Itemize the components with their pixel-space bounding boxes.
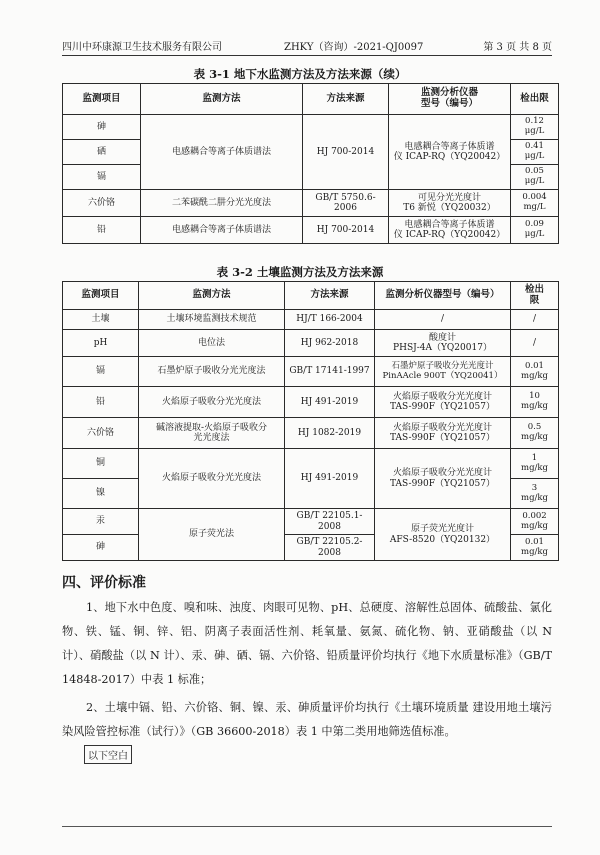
instrument-cell: 可见分光光度计 T6 新悦（YQ20032） xyxy=(389,190,511,217)
table2-caption: 表 3-2 土壤监测方法及方法来源 xyxy=(216,265,384,279)
limit-cell: 0.002 mg/kg xyxy=(511,509,559,535)
source-cell: HJ 1082-2019 xyxy=(285,418,375,449)
item-cell: 铅 xyxy=(63,387,139,418)
instrument-cell: 电感耦合等离子体质谱 仪 ICAP-RQ（YQ20042） xyxy=(389,217,511,244)
table-header-row xyxy=(63,84,559,115)
col-header: 监测项目 xyxy=(63,282,139,310)
company-name: 四川中环康源卫生技术服务有限公司 xyxy=(62,42,222,53)
limit-cell: 0.41 μg/L xyxy=(511,140,559,165)
method-cell: 电位法 xyxy=(139,330,285,357)
method-cell: 火焰原子吸收分光光度法 xyxy=(139,449,285,509)
instrument-cell: 火焰原子吸收分光光度计 TAS-990F（YQ21057） xyxy=(375,387,511,418)
page-header xyxy=(62,38,552,54)
footer-divider xyxy=(62,826,552,827)
limit-cell: 0.004 mg/L xyxy=(511,190,559,217)
table-header-row xyxy=(63,282,559,310)
col-header: 方法来源 xyxy=(285,282,375,310)
item-cell: 砷 xyxy=(63,535,139,561)
source-cell: HJ 962-2018 xyxy=(285,330,375,357)
source-cell: GB/T 5750.6-2006 xyxy=(303,190,389,217)
limit-cell: 0.01 mg/kg xyxy=(511,357,559,387)
method-cell: 火焰原子吸收分光光度法 xyxy=(139,387,285,418)
limit-cell: / xyxy=(511,310,559,330)
limit-cell: 0.12 μg/L xyxy=(511,115,559,140)
table-row xyxy=(63,418,559,449)
source-cell: HJ 491-2019 xyxy=(285,387,375,418)
limit-cell: 3 mg/kg xyxy=(511,479,559,509)
limit-cell: 0.09 μg/L xyxy=(511,217,559,244)
item-cell: 镉 xyxy=(63,165,141,190)
item-cell: 铜 xyxy=(63,449,139,479)
instrument-cell: 火焰原子吸收分光光度计 TAS-990F（YQ21057） xyxy=(375,418,511,449)
instrument-cell: 酸度计 PHSJ-4A（YQ20017） xyxy=(375,330,511,357)
limit-cell: / xyxy=(511,330,559,357)
table-row xyxy=(63,509,559,535)
limit-cell: 0.01 mg/kg xyxy=(511,535,559,561)
instrument-cell: 石墨炉原子吸收分光光度计 PinAAcle 900T（YQ20041） xyxy=(375,357,511,387)
item-cell: 铅 xyxy=(63,217,141,244)
instrument-cell: 电感耦合等离子体质谱 仪 ICAP-RQ（YQ20042） xyxy=(389,115,511,190)
instrument-cell: 火焰原子吸收分光光度计 TAS-990F（YQ21057） xyxy=(375,449,511,509)
item-cell: 硒 xyxy=(63,140,141,165)
source-cell: HJ 700-2014 xyxy=(303,217,389,244)
limit-cell: 0.05 μg/L xyxy=(511,165,559,190)
method-cell: 电感耦合等离子体质谱法 xyxy=(141,115,303,190)
soil-method-table xyxy=(62,281,559,561)
col-header: 监测方法 xyxy=(141,84,303,115)
table-row xyxy=(63,115,559,140)
table-row xyxy=(63,190,559,217)
col-header: 监测方法 xyxy=(139,282,285,310)
section-heading: 四、评价标准 xyxy=(62,575,146,591)
limit-cell: 0.5 mg/kg xyxy=(511,418,559,449)
source-cell: HJ/T 166-2004 xyxy=(285,310,375,330)
end-note-box: 以下空白 xyxy=(84,745,132,764)
source-cell: GB/T 17141-1997 xyxy=(285,357,375,387)
source-cell: HJ 491-2019 xyxy=(285,449,375,509)
col-header: 监测分析仪器型号（编号） xyxy=(375,282,511,310)
paragraph-groundwater-standard: 1、地下水中色度、嗅和味、浊度、肉眼可见物、pH、总硬度、溶解性总固体、硫酸盐、氯化物、铁、锰、铜、锌、铝、阴离子表面活性剂、耗氧量、氨氮、硫化物、钠、亚硝酸盐（以 N 计）、硝酸盐（以 N 计）、汞、砷、硒、镉、六价铬、铅质量评价均执行《地下水质量标准》（GB/T 14848-2017）中表 1 标准； xyxy=(62,601,552,686)
limit-cell: 10 mg/kg xyxy=(511,387,559,418)
source-cell: GB/T 22105.1-2008 xyxy=(285,509,375,535)
col-header: 检出限 xyxy=(511,84,559,115)
table1-caption: 表 3-1 地下水监测方法及方法来源（续） xyxy=(193,67,407,81)
table-row xyxy=(63,310,559,330)
instrument-cell: 原子荧光光度计 AFS-8520（YQ20132） xyxy=(375,509,511,561)
item-cell: 土壤 xyxy=(63,310,139,330)
table-row xyxy=(63,357,559,387)
document-code: ZHKY（咨询）-2021-QJ0097 xyxy=(284,42,424,53)
table-row xyxy=(63,330,559,357)
method-cell: 土壤环境监测技术规范 xyxy=(139,310,285,330)
table-row xyxy=(63,217,559,244)
instrument-cell: / xyxy=(375,310,511,330)
col-header: 方法来源 xyxy=(303,84,389,115)
table-row xyxy=(63,449,559,479)
col-header: 检出 限 xyxy=(511,282,559,310)
method-cell: 碱溶液提取-火焰原子吸收分 光光度法 xyxy=(139,418,285,449)
item-cell: 六价铬 xyxy=(63,418,139,449)
page-number: 第 3 页 共 8 页 xyxy=(483,42,552,53)
table-row xyxy=(63,387,559,418)
groundwater-method-table xyxy=(62,83,559,244)
item-cell: 六价铬 xyxy=(63,190,141,217)
col-header: 监测分析仪器 型号（编号） xyxy=(389,84,511,115)
limit-cell: 1 mg/kg xyxy=(511,449,559,479)
method-cell: 电感耦合等离子体质谱法 xyxy=(141,217,303,244)
source-cell: HJ 700-2014 xyxy=(303,115,389,190)
item-cell: 汞 xyxy=(63,509,139,535)
item-cell: 镉 xyxy=(63,357,139,387)
item-cell: pH xyxy=(63,330,139,357)
method-cell: 二苯碳酰二肼分光光度法 xyxy=(141,190,303,217)
method-cell: 原子荧光法 xyxy=(139,509,285,561)
source-cell: GB/T 22105.2-2008 xyxy=(285,535,375,561)
item-cell: 镍 xyxy=(63,479,139,509)
col-header: 监测项目 xyxy=(63,84,141,115)
method-cell: 石墨炉原子吸收分光光度法 xyxy=(139,357,285,387)
paragraph-soil-standard: 2、土壤中镉、铅、六价铬、铜、镍、汞、砷质量评价均执行《土壤环境质量 建设用地土壤污染风险管控标准（试行）》（GB 36600-2018）表 1 中第二类用地筛选值标准。 xyxy=(62,701,552,738)
item-cell: 砷 xyxy=(63,115,141,140)
header-divider xyxy=(62,55,552,56)
